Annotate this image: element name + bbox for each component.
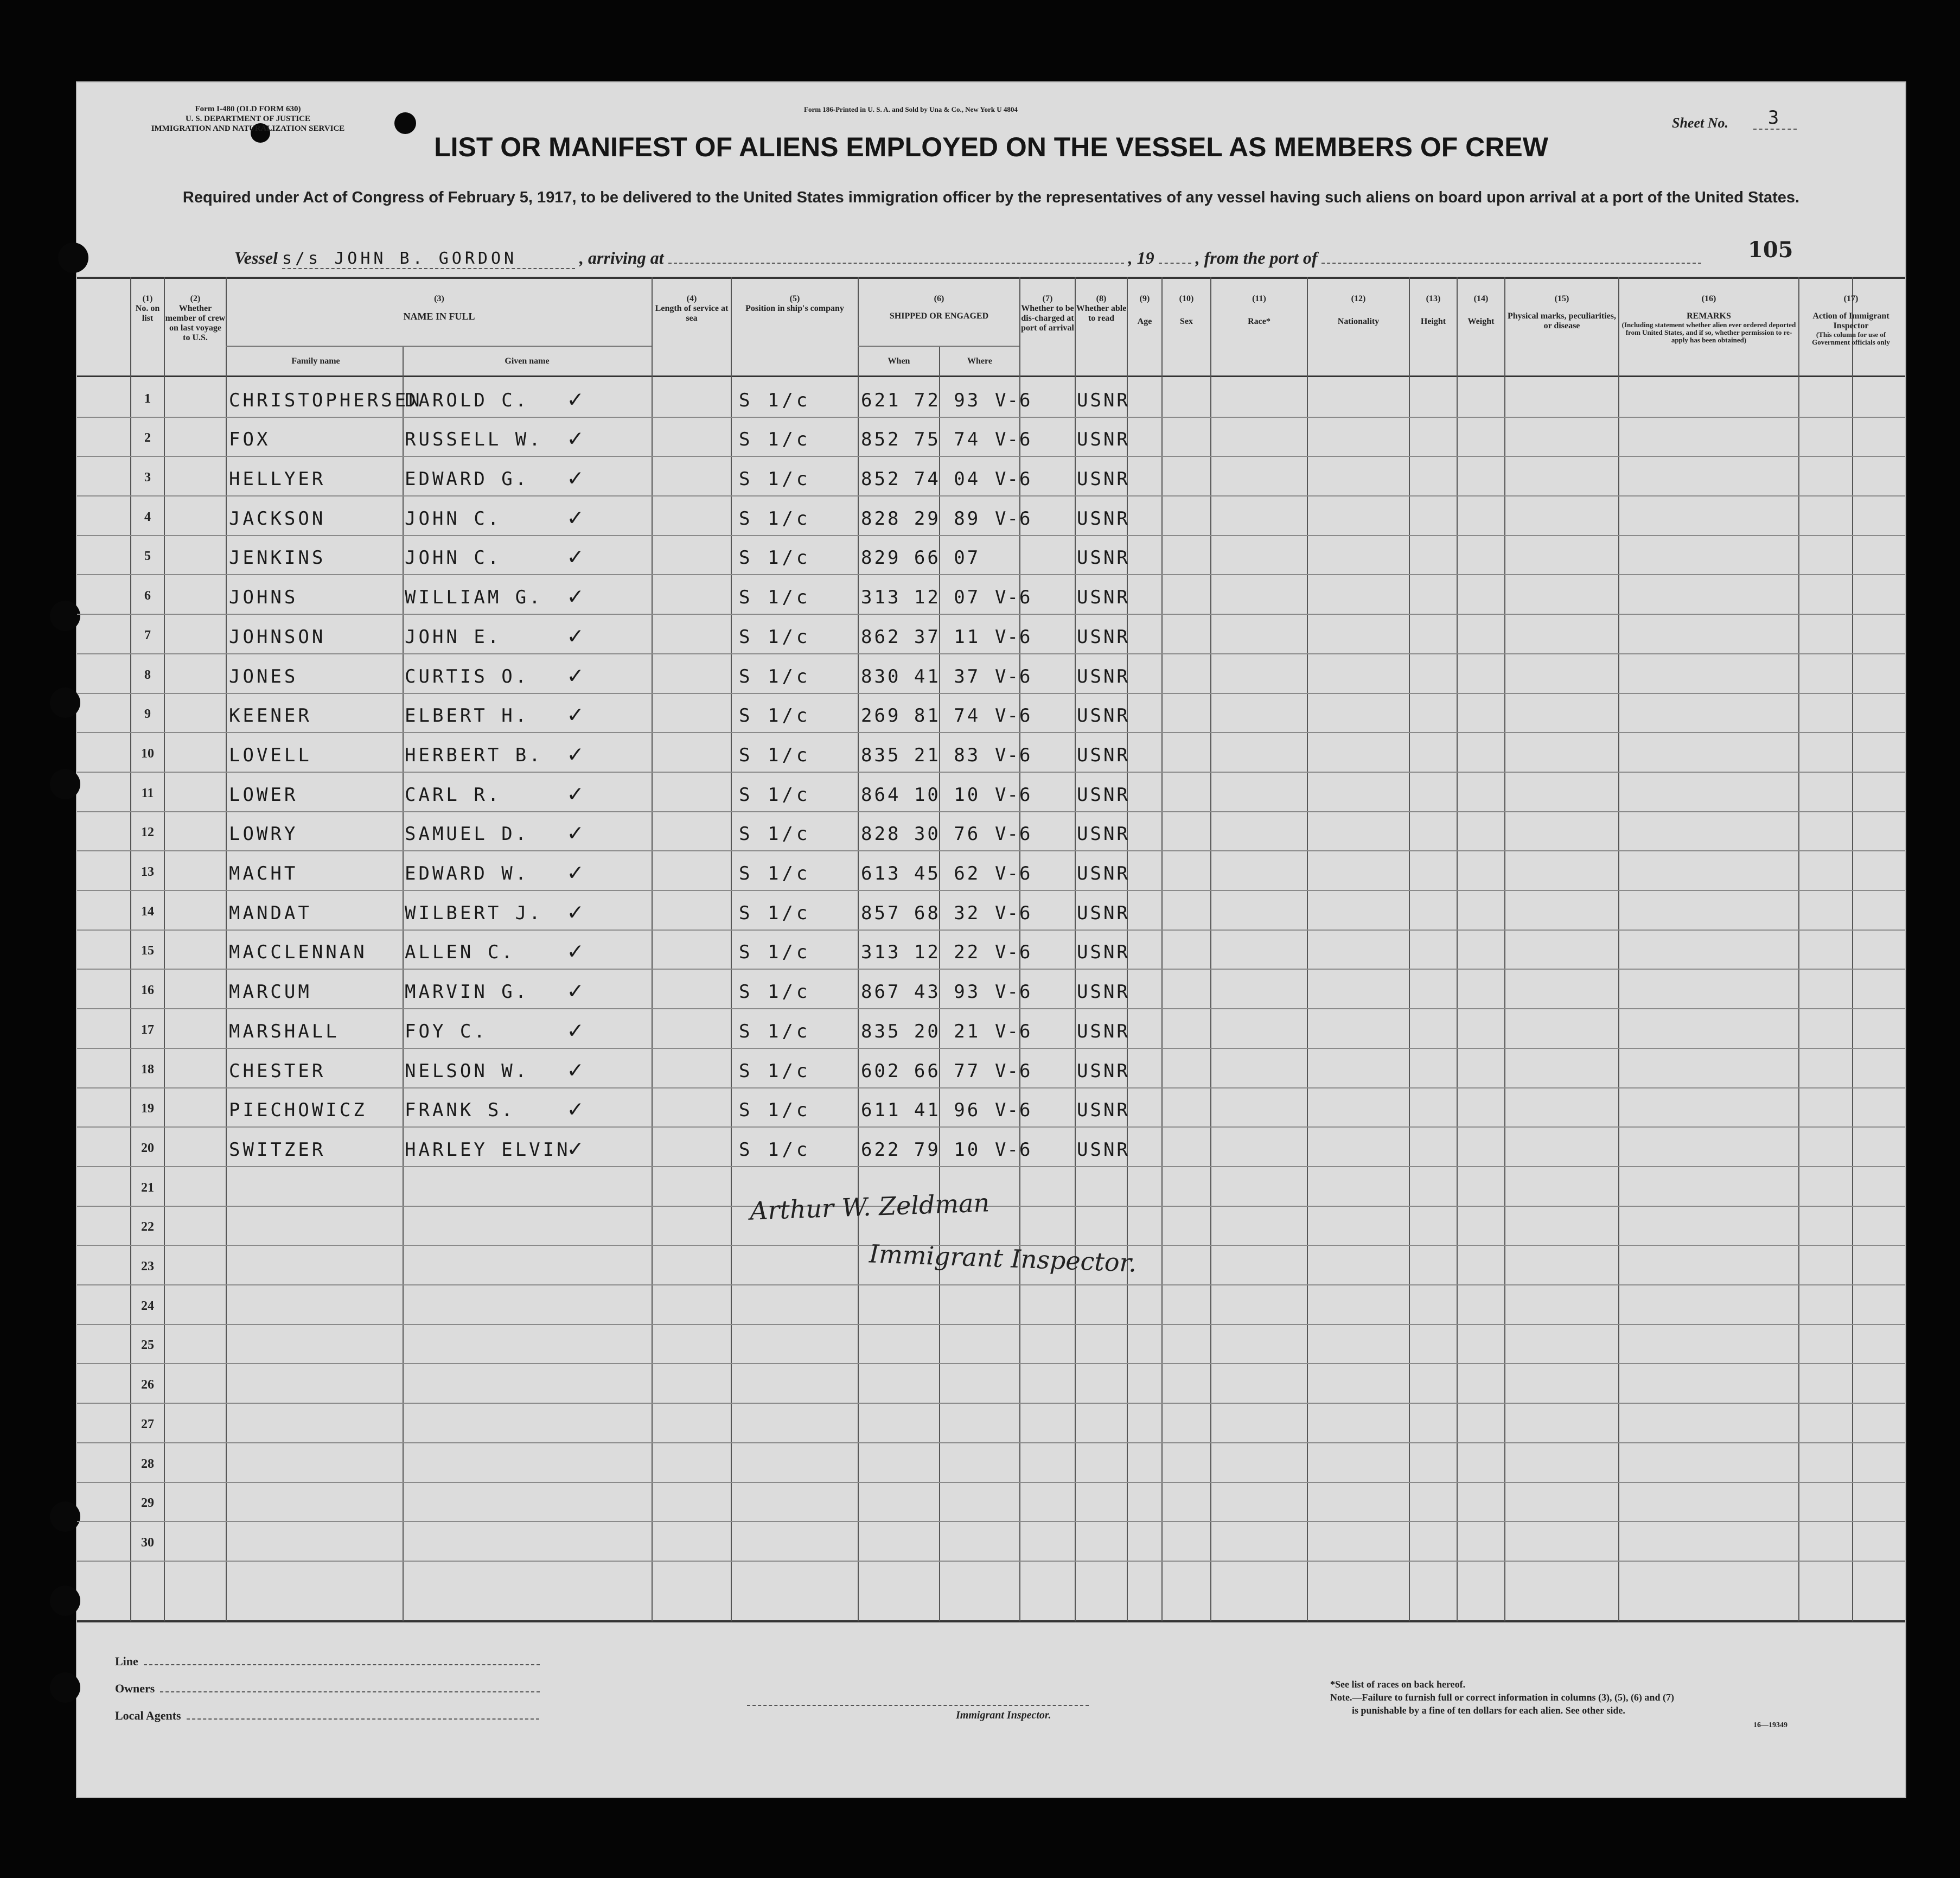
col13-header: (13) Height	[1420, 294, 1446, 326]
family-name: CHESTER	[229, 1060, 326, 1082]
given-name: ELBERT H.	[405, 705, 529, 727]
col11-header: (11) Race*	[1248, 294, 1271, 326]
form-code: 16—19349	[1753, 1721, 1787, 1729]
punch-hole	[58, 243, 88, 273]
discharged: V-6	[995, 784, 1032, 806]
shipped-when: 828 29 89	[861, 507, 981, 530]
row-number: 8	[144, 667, 151, 682]
position: S 1/c	[739, 823, 811, 845]
row-number: 24	[141, 1298, 154, 1313]
footer-left	[115, 1648, 540, 1729]
row-number: 1	[144, 391, 151, 406]
table-row	[77, 1049, 1905, 1088]
given-name: EDWARD W.	[405, 863, 529, 885]
table-row	[77, 536, 1905, 576]
shipped-when: 613 45 62	[861, 863, 981, 885]
col12-header: (12) Nationality	[1337, 294, 1380, 326]
table-top-rule	[77, 277, 1905, 279]
punch-hole	[50, 601, 80, 631]
service-check: ✓	[568, 977, 586, 1005]
able-to-read: USNR	[1077, 389, 1130, 411]
able-to-read: USNR	[1077, 468, 1130, 491]
row-number: 17	[141, 1022, 154, 1037]
where-header: Where	[967, 356, 992, 366]
able-to-read: USNR	[1077, 665, 1130, 687]
given-name: WILLIAM G.	[405, 587, 543, 609]
family-name: JACKSON	[229, 507, 326, 530]
given-name: MARVIN G.	[405, 981, 529, 1003]
able-to-read: USNR	[1077, 1060, 1130, 1082]
position: S 1/c	[739, 902, 811, 924]
punch-hole	[50, 1501, 80, 1532]
col9-header: (9) Age	[1137, 294, 1152, 326]
table-row	[77, 1009, 1905, 1049]
position: S 1/c	[739, 389, 811, 411]
family-name: JENKINS	[229, 547, 326, 569]
service-check: ✓	[568, 424, 586, 453]
punch-hole	[50, 687, 80, 718]
discharged: V-6	[995, 1020, 1032, 1042]
family-name: LOWRY	[229, 823, 298, 845]
family-name: FOX	[229, 429, 271, 451]
able-to-read: USNR	[1077, 1020, 1130, 1042]
family-name: KEENER	[229, 705, 312, 727]
service-check: ✓	[568, 740, 586, 768]
punch-hole	[50, 1586, 80, 1616]
subheader-rule	[226, 346, 652, 347]
table-row	[77, 1522, 1905, 1562]
col5-header: (5) Position in ship's company	[745, 294, 844, 313]
shipped-when: 611 41 96	[861, 1099, 981, 1122]
row-number: 15	[141, 944, 154, 958]
penalty-note-cont: is punishable by a fine of ten dollars for each alien. See other side.	[1352, 1705, 1625, 1716]
position: S 1/c	[739, 705, 811, 727]
table-row	[77, 1443, 1905, 1483]
family-name: JONES	[229, 665, 298, 687]
port-blank	[1321, 263, 1701, 264]
printer-imprint: Form 186-Printed in U. S. A. and Sold by Una & Co., New York U 4804	[804, 105, 1018, 113]
vessel-name: s/s JOHN B. GORDON	[282, 249, 575, 269]
row-number: 14	[141, 904, 154, 919]
table-row	[77, 654, 1905, 694]
table-row	[77, 615, 1905, 654]
service-check: ✓	[568, 1095, 586, 1123]
discharged: V-6	[995, 941, 1032, 964]
position: S 1/c	[739, 941, 811, 964]
table-row	[77, 970, 1905, 1010]
position: S 1/c	[739, 863, 811, 885]
service-check: ✓	[568, 1016, 586, 1044]
given-name: EDWARD G.	[405, 468, 529, 491]
table-row	[77, 496, 1905, 536]
races-note: *See list of races on back hereof.	[1330, 1679, 1466, 1690]
shipped-when: 621 72 93	[861, 389, 981, 411]
sheet-number: 3	[1753, 107, 1797, 130]
given-name: CARL R.	[405, 784, 502, 806]
service-check: ✓	[568, 1055, 586, 1084]
given-name: ALLEN C.	[405, 941, 515, 964]
service-check: ✓	[568, 779, 586, 807]
inspector-line-label: Immigrant Inspector.	[956, 1709, 1051, 1721]
family-name: HELLYER	[229, 468, 326, 491]
inspector-title-handwritten: Immigrant Inspector.	[869, 1239, 1138, 1278]
table-bottom-rule	[77, 1620, 1905, 1622]
given-name: SAMUEL D.	[405, 823, 529, 845]
given-name: WILBERT J.	[405, 902, 543, 924]
given-name: CURTIS O.	[405, 665, 529, 687]
table-row	[77, 1404, 1905, 1443]
table-row	[77, 418, 1905, 457]
table-row	[77, 1483, 1905, 1523]
row-number: 10	[141, 746, 154, 761]
shipped-when: 313 12 07	[861, 587, 981, 609]
position: S 1/c	[739, 1020, 811, 1042]
discharged: V-6	[995, 1099, 1032, 1122]
year-label: , 19	[1128, 248, 1154, 268]
table-row	[77, 457, 1905, 496]
col4-header: (4) Length of service at sea	[655, 294, 729, 323]
able-to-read: USNR	[1077, 507, 1130, 530]
family-name: MARSHALL	[229, 1020, 340, 1042]
given-name: FOY C.	[405, 1020, 488, 1042]
row-number: 30	[141, 1535, 154, 1550]
family-name: SWITZER	[229, 1138, 326, 1161]
service-check: ✓	[568, 858, 586, 887]
family-name: CHRISTOPHERSEN	[229, 389, 423, 411]
able-to-read: USNR	[1077, 863, 1130, 885]
row-number: 7	[144, 628, 151, 642]
shipped-when: 852 74 04	[861, 468, 981, 491]
able-to-read: USNR	[1077, 587, 1130, 609]
footer-notes	[1330, 1678, 1674, 1717]
document-subtitle: Required under Act of Congress of February 5, 1917, to be delivered to the United States immigration officer by the representatives of any vessel having such aliens on board upon arrival at a port of the United States.	[182, 189, 1800, 206]
table-row	[77, 378, 1905, 418]
owners-field: Owners	[115, 1675, 540, 1702]
col2-header: (2) Whether member of crew on last voyage to U.S.	[165, 294, 226, 342]
service-check: ✓	[568, 701, 586, 729]
table-row	[77, 1207, 1905, 1246]
position: S 1/c	[739, 587, 811, 609]
family-name: MANDAT	[229, 902, 312, 924]
row-number: 25	[141, 1338, 154, 1353]
shipped-when: 867 43 93	[861, 981, 981, 1003]
row-number: 12	[141, 825, 154, 840]
shipped-when: 864 10 10	[861, 784, 981, 806]
family-name: JOHNSON	[229, 626, 326, 648]
row-number: 13	[141, 865, 154, 880]
table-row	[77, 694, 1905, 734]
vessel-line	[234, 248, 1808, 270]
position: S 1/c	[739, 468, 811, 491]
position: S 1/c	[739, 981, 811, 1003]
shipped-when: 622 79 10	[861, 1138, 981, 1161]
discharged: V-6	[995, 507, 1032, 530]
when-header: When	[888, 356, 910, 366]
table-row	[77, 1325, 1905, 1365]
shipped-when: 828 30 76	[861, 823, 981, 845]
family-name: LOVELL	[229, 744, 312, 766]
service: IMMIGRATION AND NATURALIZATION SERVICE	[151, 124, 345, 133]
arriving-blank	[668, 263, 1124, 264]
given-name-header: Given name	[505, 356, 550, 366]
family-name: PIECHOWICZ	[229, 1099, 367, 1122]
penalty-note: Note.—Failure to furnish full or correct information in columns (3), (5), (6) and (7)	[1330, 1692, 1674, 1703]
row-number: 2	[144, 431, 151, 445]
discharged: V-6	[995, 587, 1032, 609]
family-name: MACHT	[229, 863, 298, 885]
form-id-block	[120, 104, 375, 133]
document-title: LIST OR MANIFEST OF ALIENS EMPLOYED ON THE VESSEL AS MEMBERS OF CREW	[434, 132, 1548, 162]
able-to-read: USNR	[1077, 547, 1130, 569]
discharged: V-6	[995, 429, 1032, 451]
table-row	[77, 733, 1905, 773]
able-to-read: USNR	[1077, 626, 1130, 648]
col3-header: (3) NAME IN FULL	[403, 294, 475, 322]
row-number: 19	[141, 1102, 154, 1116]
position: S 1/c	[739, 1060, 811, 1082]
service-check: ✓	[568, 543, 586, 571]
given-name: JOHN E.	[405, 626, 502, 648]
able-to-read: USNR	[1077, 823, 1130, 845]
shipped-when: 862 37 11	[861, 626, 981, 648]
table-row	[77, 1088, 1905, 1128]
given-name: HARLEY ELVIN	[405, 1138, 571, 1161]
row-number: 29	[141, 1496, 154, 1511]
row-rule	[77, 1561, 1905, 1562]
col16-header: (16) REMARKS (Including statement whether alien ever ordered deported from United States, and if so, whether permission to re-apply has been obtained)	[1621, 294, 1796, 344]
shipped-when: 835 21 83	[861, 744, 981, 766]
able-to-read: USNR	[1077, 705, 1130, 727]
shipped-when: 852 75 74	[861, 429, 981, 451]
inspector-signature-line	[747, 1705, 1089, 1706]
position: S 1/c	[739, 744, 811, 766]
discharged: V-6	[995, 626, 1032, 648]
given-name: HERBERT B.	[405, 744, 543, 766]
able-to-read: USNR	[1077, 744, 1130, 766]
able-to-read: USNR	[1077, 429, 1130, 451]
page-number: 105	[1748, 237, 1793, 263]
discharged: V-6	[995, 863, 1032, 885]
punch-hole	[50, 1672, 80, 1703]
row-number: 6	[144, 589, 151, 603]
manifest-sheet	[76, 81, 1906, 1798]
col15-header: (15) Physical marks, peculiarities, or disease	[1508, 294, 1616, 330]
row-number: 26	[141, 1378, 154, 1392]
punch-hole	[50, 769, 80, 799]
table-row	[77, 1365, 1905, 1404]
given-name: JOHN C.	[405, 507, 502, 530]
local-agents-field: Local Agents	[115, 1702, 540, 1729]
discharged: V-6	[995, 1138, 1032, 1161]
table-row	[77, 812, 1905, 852]
given-name: FRANK S.	[405, 1099, 515, 1122]
position: S 1/c	[739, 547, 811, 569]
row-number: 3	[144, 470, 151, 485]
family-name-header: Family name	[291, 356, 340, 366]
line-field: Line	[115, 1648, 540, 1675]
given-name: NELSON W.	[405, 1060, 529, 1082]
shipped-when: 313 12 22	[861, 941, 981, 964]
discharged: V-6	[995, 1060, 1032, 1082]
row-number: 23	[141, 1259, 154, 1274]
header-bottom-rule	[77, 375, 1905, 377]
col10-header: (10) Sex	[1179, 294, 1194, 326]
shipped-when: 857 68 32	[861, 902, 981, 924]
service-check: ✓	[568, 1134, 586, 1162]
row-number: 9	[144, 707, 151, 722]
col8-header: (8) Whether able to read	[1076, 294, 1127, 323]
col14-header: (14) Weight	[1467, 294, 1495, 326]
shipped-when: 830 41 37	[861, 665, 981, 687]
form-number: Form I-480 (OLD FORM 630)	[195, 105, 301, 113]
row-number: 5	[144, 549, 151, 564]
row-number: 28	[141, 1456, 154, 1471]
service-check: ✓	[568, 937, 586, 965]
table-row	[77, 1167, 1905, 1207]
discharged: V-6	[995, 665, 1032, 687]
position: S 1/c	[739, 1099, 811, 1122]
row-number: 4	[144, 510, 151, 524]
position: S 1/c	[739, 507, 811, 530]
able-to-read: USNR	[1077, 784, 1130, 806]
able-to-read: USNR	[1077, 981, 1130, 1003]
discharged: V-6	[995, 705, 1032, 727]
sheet-label: Sheet No.	[1672, 115, 1728, 131]
discharged: V-6	[995, 744, 1032, 766]
service-check: ✓	[568, 819, 586, 847]
table-row	[77, 1128, 1905, 1167]
row-number: 18	[141, 1062, 154, 1077]
family-name: JOHNS	[229, 587, 298, 609]
row-number: 21	[141, 1180, 154, 1195]
shipped-when: 835 20 21	[861, 1020, 981, 1042]
port-label: , from the port of	[1195, 248, 1318, 268]
position: S 1/c	[739, 429, 811, 451]
arriving-label: , arriving at	[579, 248, 664, 268]
row-number: 20	[141, 1141, 154, 1155]
service-check: ✓	[568, 661, 586, 689]
service-check: ✓	[568, 621, 586, 650]
col1-header: (1) No. on list	[135, 294, 160, 323]
subheader-rule	[858, 346, 1019, 347]
department: U. S. DEPARTMENT OF JUSTICE	[185, 114, 311, 123]
col17-header: (17) Action of Immigrant Inspector (This column for use of Government officials only	[1812, 294, 1890, 346]
position: S 1/c	[739, 665, 811, 687]
table-row	[77, 931, 1905, 970]
col6-header: (6) SHIPPED OR ENGAGED	[889, 294, 989, 321]
discharged: V-6	[995, 902, 1032, 924]
service-check: ✓	[568, 385, 586, 413]
service-check: ✓	[568, 897, 586, 926]
able-to-read: USNR	[1077, 941, 1130, 964]
year-blank	[1159, 263, 1191, 264]
given-name: RUSSELL W.	[405, 429, 543, 451]
discharged: V-6	[995, 981, 1032, 1003]
vessel-label: Vessel	[234, 248, 278, 268]
row-number: 16	[141, 983, 154, 998]
punch-hole	[394, 112, 416, 134]
position: S 1/c	[739, 1138, 811, 1161]
service-check: ✓	[568, 464, 586, 492]
table-row	[77, 851, 1905, 891]
position: S 1/c	[739, 626, 811, 648]
shipped-when: 829 66 07	[861, 547, 981, 569]
table-row	[77, 576, 1905, 615]
discharged: V-6	[995, 468, 1032, 491]
discharged: V-6	[995, 823, 1032, 845]
inspector-signature: Arthur W. Zeldman	[749, 1188, 990, 1226]
row-number: 27	[141, 1417, 154, 1431]
table-row	[77, 1285, 1905, 1325]
family-name: LOWER	[229, 784, 298, 806]
service-check: ✓	[568, 582, 586, 610]
row-number: 22	[141, 1220, 154, 1234]
family-name: MARCUM	[229, 981, 312, 1003]
discharged: V-6	[995, 389, 1032, 411]
table-row	[77, 773, 1905, 812]
able-to-read: USNR	[1077, 902, 1130, 924]
shipped-when: 269 81 74	[861, 705, 981, 727]
given-name: JOHN C.	[405, 547, 502, 569]
family-name: MACCLENNAN	[229, 941, 367, 964]
table-row	[77, 891, 1905, 931]
shipped-when: 602 66 77	[861, 1060, 981, 1082]
position: S 1/c	[739, 784, 811, 806]
row-number: 11	[141, 786, 154, 800]
able-to-read: USNR	[1077, 1099, 1130, 1122]
col7-header: (7) Whether to be dis-charged at port of arrival	[1021, 294, 1074, 333]
able-to-read: USNR	[1077, 1138, 1130, 1161]
service-check: ✓	[568, 503, 586, 531]
given-name: DAROLD C.	[405, 389, 529, 411]
